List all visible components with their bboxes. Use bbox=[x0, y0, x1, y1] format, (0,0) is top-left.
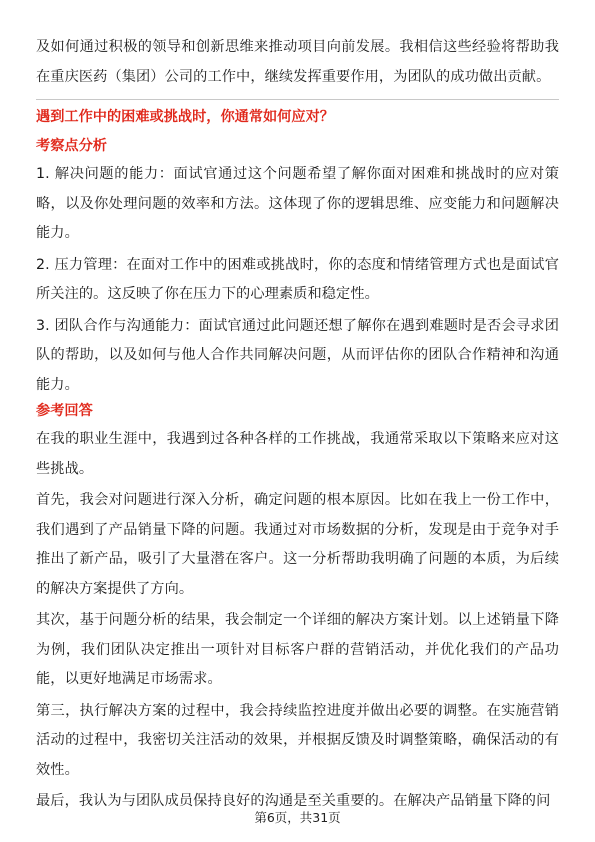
answer-paragraph-5: 最后，我认为与团队成员保持良好的沟通是至关重要的。在解决产品销量下降的问 bbox=[36, 793, 551, 809]
analysis-point-3: 3. 团队合作与沟通能力：面试官通过此问题还想了解你在遇到难题时是否会寻求团队的帮助，以及如何与他人合作共同解决问题，从而评估你的团队合作精神和沟通能力。 bbox=[36, 317, 559, 393]
answer-paragraph-2: 首先，我会对问题进行深入分析，确定问题的根本原因。比如在我上一份工作中，我们遇到了产品销量下降的问题。我通过对市场数据的分析，发现是由于竞争对手推出了新产品，吸引了大量潜在客户。这一分析帮助我明确了问题的本质，为后续的解决方案提供了方向。 bbox=[36, 492, 559, 597]
answer-heading: 参考回答 bbox=[36, 403, 93, 419]
analysis-point-2: 2. 压力管理：在面对工作中的困难或挑战时，你的态度和情绪管理方式也是面试官所关注的。这反映了你在压力下的心理素质和稳定性。 bbox=[36, 256, 559, 302]
analysis-heading: 考察点分析 bbox=[36, 138, 107, 154]
answer-section bbox=[36, 398, 559, 817]
analysis-point-1: 1. 解决问题的能力：面试官通过这个问题希望了解你面对困难和挑战时的应对策略，以及你处理问题的效率和方法。这体现了你的逻辑思维、应变能力和问题解决能力。 bbox=[36, 166, 559, 241]
answer-paragraph-3: 其次，基于问题分析的结果，我会制定一个详细的解决方案计划。以上述销量下降为例，我们团队决定推出一项针对目标客户群的营销活动，并优化我们的产品功能，以更好地满足市场需求。 bbox=[36, 612, 559, 687]
answer-paragraph-1: 在我的职业生涯中，我遇到过各种各样的工作挑战，我通常采取以下策略来应对这些挑战。 bbox=[36, 431, 559, 477]
intro-paragraph: 及如何通过积极的领导和创新思维来推动项目向前发展。我相信这些经验将帮助我在重庆医药（集团）公司的工作中，继续发挥重要作用，为团队的成功做出贡献。 bbox=[36, 39, 559, 85]
page-number: 第6页，共31页 bbox=[254, 810, 341, 825]
section-divider bbox=[36, 99, 559, 100]
analysis-section bbox=[36, 133, 559, 400]
question-title: 遇到工作中的困难或挑战时，你通常如何应对？ bbox=[36, 109, 334, 125]
answer-paragraph-4: 第三，执行解决方案的过程中，我会持续监控进度并做出必要的调整。在实施营销活动的过程中，我密切关注活动的效果，并根据反馈及时调整策略，确保活动的有效性。 bbox=[36, 702, 559, 778]
